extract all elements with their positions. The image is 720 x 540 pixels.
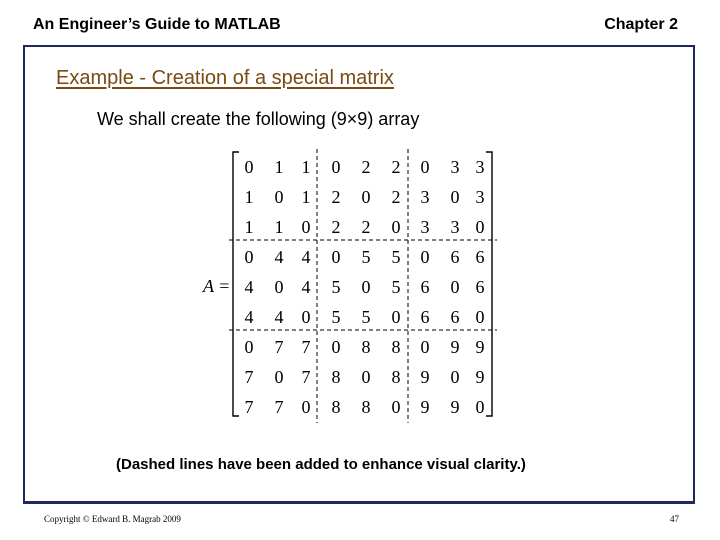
matrix-cell: 0: [301, 217, 311, 237]
slide-title: Example - Creation of a special matrix: [56, 67, 394, 89]
matrix-cell: 0: [450, 277, 460, 297]
matrix-cell: 0: [450, 187, 460, 207]
matrix-cell: 0: [420, 157, 430, 177]
matrix-cell: 1: [274, 217, 284, 237]
matrix-cell: 0: [301, 397, 311, 417]
matrix-cell: 9: [450, 337, 460, 357]
matrix-cell: 1: [301, 157, 311, 177]
matrix-cells: [245, 157, 485, 417]
matrix-cell: 6: [475, 277, 485, 297]
matrix-cell: 8: [331, 397, 341, 417]
matrix-cell: 0: [475, 217, 485, 237]
matrix-cell: 0: [274, 277, 284, 297]
matrix-cell: 1: [244, 217, 254, 237]
matrix-cell: 0: [301, 307, 311, 327]
matrix-cell: 0: [391, 397, 401, 417]
intro-text: We shall create the following (9×9) array: [97, 109, 420, 129]
matrix-cell: 5: [331, 307, 341, 327]
matrix-cell: 7: [274, 397, 284, 417]
matrix-cell: 6: [420, 307, 430, 327]
matrix-cell: 4: [274, 247, 284, 267]
matrix-cell: 7: [244, 367, 254, 387]
matrix-cell: 3: [475, 157, 485, 177]
matrix-cell: 8: [361, 397, 371, 417]
matrix-cell: 0: [361, 367, 371, 387]
matrix-cell: 1: [244, 187, 254, 207]
matrix-cell: 7: [301, 337, 311, 357]
matrix-cell: 6: [450, 307, 460, 327]
matrix-cell: 5: [331, 277, 341, 297]
matrix-cell: 0: [331, 337, 341, 357]
matrix-cell: 2: [391, 187, 401, 207]
chapter-label: Chapter 2: [604, 16, 678, 33]
matrix-cell: 0: [244, 157, 254, 177]
clarity-note: (Dashed lines have been added to enhance visual clarity.): [116, 456, 526, 473]
matrix-cell: 3: [475, 187, 485, 207]
matrix-cell: 4: [301, 247, 311, 267]
matrix-cell: 7: [301, 367, 311, 387]
matrix-cell: 2: [331, 187, 341, 207]
matrix-cell: 8: [391, 337, 401, 357]
matrix-cell: 0: [475, 307, 485, 327]
matrix-cell: 9: [420, 367, 430, 387]
matrix-cell: 6: [450, 247, 460, 267]
copyright-text: Copyright © Edward B. Magrab 2009: [44, 514, 181, 524]
matrix-cell: 0: [475, 397, 485, 417]
book-title: An Engineer’s Guide to MATLAB: [33, 16, 281, 33]
matrix-figure: [195, 145, 505, 425]
matrix-cell: 0: [331, 247, 341, 267]
matrix-cell: 3: [420, 217, 430, 237]
matrix-cell: 1: [274, 157, 284, 177]
matrix-cell: 8: [391, 367, 401, 387]
matrix-cell: 0: [420, 337, 430, 357]
matrix-cell: 2: [331, 217, 341, 237]
matrix-cell: 4: [274, 307, 284, 327]
matrix-cell: 7: [244, 397, 254, 417]
matrix-cell: 3: [450, 217, 460, 237]
matrix-cell: 8: [361, 337, 371, 357]
matrix-cell: 2: [361, 217, 371, 237]
matrix-cell: 4: [301, 277, 311, 297]
matrix-cell: 0: [361, 277, 371, 297]
matrix-cell: 9: [450, 397, 460, 417]
matrix-cell: 9: [475, 367, 485, 387]
matrix-cell: 6: [420, 277, 430, 297]
matrix-cell: 0: [331, 157, 341, 177]
matrix-cell: 9: [420, 397, 430, 417]
matrix-cell: 0: [391, 307, 401, 327]
matrix-label: A =: [203, 276, 231, 296]
matrix-cell: 5: [361, 247, 371, 267]
left-bracket: [233, 152, 239, 416]
matrix-cell: 4: [244, 277, 254, 297]
matrix-cell: 7: [274, 337, 284, 357]
matrix-cell: 0: [361, 187, 371, 207]
matrix-cell: 2: [391, 157, 401, 177]
matrix-cell: 9: [475, 337, 485, 357]
matrix-cell: 0: [274, 367, 284, 387]
matrix-cell: 8: [331, 367, 341, 387]
matrix-cell: 0: [244, 247, 254, 267]
matrix-cell: 6: [475, 247, 485, 267]
matrix-cell: 4: [244, 307, 254, 327]
matrix-cell: 1: [301, 187, 311, 207]
matrix-cell: 3: [420, 187, 430, 207]
matrix-cell: 5: [391, 277, 401, 297]
page-number: 47: [670, 514, 679, 524]
matrix-cell: 2: [361, 157, 371, 177]
matrix-cell: 0: [244, 337, 254, 357]
matrix-cell: 5: [361, 307, 371, 327]
matrix-cell: 5: [391, 247, 401, 267]
right-bracket: [486, 152, 492, 416]
matrix-cell: 0: [420, 247, 430, 267]
matrix-cell: 0: [391, 217, 401, 237]
matrix-cell: 0: [274, 187, 284, 207]
matrix-cell: 3: [450, 157, 460, 177]
matrix-cell: 0: [450, 367, 460, 387]
